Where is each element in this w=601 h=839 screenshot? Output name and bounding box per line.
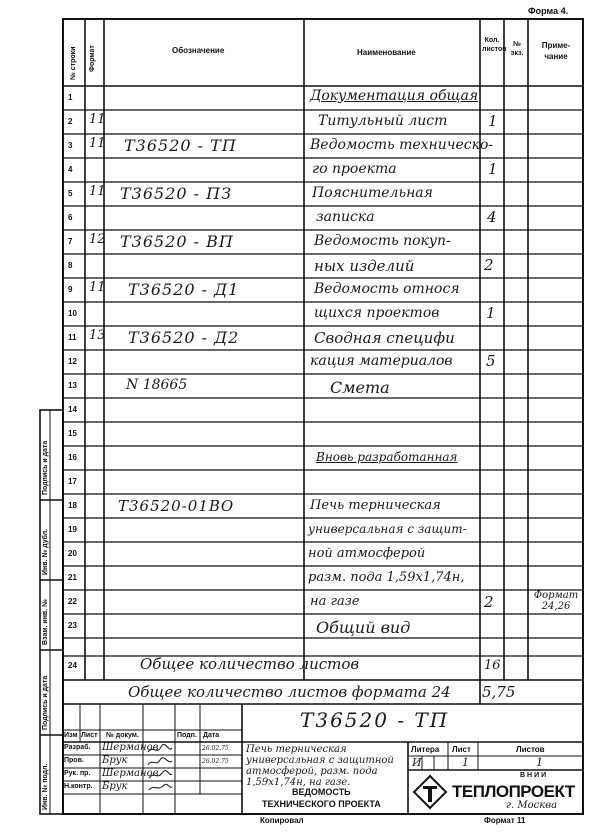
row-number: 11	[68, 333, 77, 342]
form-label: Форма 4.	[528, 6, 569, 16]
row-name: ной атмосферой	[308, 546, 426, 561]
row-name: Документация общая	[310, 88, 479, 104]
row-name: Общий вид	[316, 618, 411, 637]
row-number: 21	[68, 573, 77, 582]
row-number: 19	[68, 525, 77, 534]
row-number: 10	[68, 309, 77, 318]
header-name: Наименование	[357, 48, 416, 57]
stamp-list-value: 1	[462, 756, 469, 769]
row-designation: Т36520 - Д1	[128, 280, 240, 299]
row-name: Ведомость относя	[314, 281, 460, 297]
row-number: 9	[68, 285, 73, 294]
row-name: Вновь разработанная	[316, 450, 458, 464]
row-name: ных изделий	[314, 257, 415, 275]
total-format-text: Общее количество листов формата 24	[128, 683, 451, 701]
stamp-org: ТЕПЛОПРОЕКТ	[452, 782, 575, 801]
stamp-role: Пров.	[64, 757, 84, 764]
stamp-org-small: ВНИИ	[520, 772, 549, 779]
row-format: 12	[89, 232, 106, 247]
row-name: Пояснительная	[312, 185, 433, 201]
row-number: 1	[68, 93, 73, 102]
row-number: 24	[68, 661, 77, 670]
row-name: кация материалов	[310, 353, 453, 369]
stamp-col-izm: Изм	[64, 732, 78, 739]
row-name: универсальная с защит-	[308, 522, 467, 536]
stamp-list-label: Лист	[452, 745, 471, 754]
row-designation: Т36520 - Д2	[128, 328, 240, 347]
row-name: Ведомость техническо-	[310, 137, 494, 153]
row-number: 6	[68, 213, 73, 222]
stamp-col-doc: № докум.	[106, 732, 139, 739]
row-name: Смета	[330, 378, 390, 397]
stamp-code: Т36520 - ТП	[300, 708, 450, 732]
row-name: на газе	[310, 594, 360, 609]
footer-format: Формат 11	[484, 816, 526, 825]
row-name: Печь терническая	[310, 498, 441, 513]
row-number: 13	[68, 381, 77, 390]
row-number: 3	[68, 141, 73, 150]
stamp-title-hand: Печь терническая универсальная с защитной атмосферой, разм. пода 1,59х1,74н, на газе.	[246, 744, 394, 788]
row-name: Сводная специфи	[314, 329, 455, 347]
row-number: 5	[68, 189, 73, 198]
stamp-litera-value: И	[412, 756, 422, 769]
row-number: 4	[68, 165, 73, 174]
row-number: 15	[68, 429, 77, 438]
row-format: 13	[89, 328, 106, 343]
stamp-doc-title-2: ТЕХНИЧЕСКОГО ПРОЕКТА	[262, 799, 381, 809]
total-sheets-text: Общее количество листов	[140, 655, 360, 673]
header-designation: Обозначение	[172, 46, 225, 55]
side-inv-podl: Инв. № подл.	[42, 763, 49, 810]
stamp-role: Рук. пр.	[64, 770, 91, 777]
side-sign-date-2: Подпись и дата	[42, 675, 49, 730]
row-number: 22	[68, 597, 77, 606]
stamp-date: 26.02.75	[202, 758, 229, 765]
row-number: 23	[68, 621, 77, 630]
row-number: 12	[68, 357, 77, 366]
row-number: 2	[68, 117, 73, 126]
row-name: разм. пода 1,59х1,74н,	[308, 570, 465, 585]
footer-copied: Копировал	[260, 816, 304, 825]
row-number: 14	[68, 405, 77, 414]
total-format-value: 5,75	[482, 683, 516, 701]
row-sheets: 1	[488, 112, 498, 130]
stamp-role: Разраб.	[64, 744, 91, 751]
stamp-listov-label: Листов	[516, 745, 545, 754]
row-number: 7	[68, 237, 73, 246]
header-copy-no: № экз.	[510, 41, 524, 57]
row-name: го проекта	[312, 161, 397, 177]
stamp-col-list: Лист	[81, 732, 98, 739]
row-designation: Т36520 - ВП	[120, 232, 234, 251]
row-number: 16	[68, 453, 77, 462]
stamp-person: Брук	[102, 781, 128, 792]
stamp-listov-value: 1	[536, 756, 543, 769]
header-format: Формат	[89, 45, 96, 72]
row-sheets: 1	[488, 160, 498, 178]
row-sheets: 1	[486, 304, 496, 322]
row-name: записка	[316, 209, 375, 225]
stamp-col-date: Дата	[203, 732, 220, 739]
row-number: 17	[68, 477, 77, 486]
row-sheets: 2	[484, 593, 494, 611]
row-designation: N 18665	[126, 377, 188, 393]
row-sheets: 4	[487, 208, 497, 226]
stamp-person: Брук	[102, 755, 128, 766]
row-format: 11	[89, 112, 106, 127]
side-vzam-inv: Взам. инв. №	[42, 599, 49, 645]
row-name: Титульный лист	[318, 113, 448, 129]
header-row-num: № строки	[70, 46, 77, 80]
stamp-city: г. Москва	[506, 800, 558, 811]
row-number: 8	[68, 261, 73, 270]
row-format: 11	[89, 136, 106, 151]
header-sheets: Кол. листов	[482, 37, 507, 53]
logo-icon	[412, 774, 448, 810]
row-name: щихся проектов	[314, 305, 440, 321]
row-format: 11	[89, 280, 106, 295]
row-name: Ведомость покуп-	[314, 233, 451, 249]
stamp-person: Шерманов	[102, 742, 159, 753]
stamp-col-sign: Подп.	[177, 732, 197, 739]
total-sheets-value: 16	[484, 658, 501, 673]
stamp-litera-label: Литера	[411, 745, 440, 754]
row-sheets: 2	[484, 256, 494, 274]
side-sign-date-1: Подпись и дата	[42, 440, 49, 495]
stamp-doc-title-1: ВЕДОМОСТЬ	[292, 787, 351, 797]
row-number: 20	[68, 549, 77, 558]
signature-marks	[145, 743, 175, 793]
row-designation: Т36520 - ПЗ	[120, 184, 233, 203]
stamp-role: Н.контр.	[64, 783, 93, 790]
header-note: Приме- чание	[541, 41, 571, 61]
row-designation: Т36520 - ТП	[124, 136, 237, 155]
row-sheets: 5	[486, 352, 496, 370]
row-note: Формат 24,26	[533, 590, 579, 612]
row-designation: Т36520-01ВО	[118, 497, 235, 515]
row-format: 11	[89, 184, 106, 199]
stamp-person: Шерманов	[102, 768, 159, 779]
stamp-date: 26.02.75	[202, 745, 229, 752]
row-number: 18	[68, 501, 77, 510]
side-inv-dubl: Инв. № дубл.	[42, 528, 49, 575]
